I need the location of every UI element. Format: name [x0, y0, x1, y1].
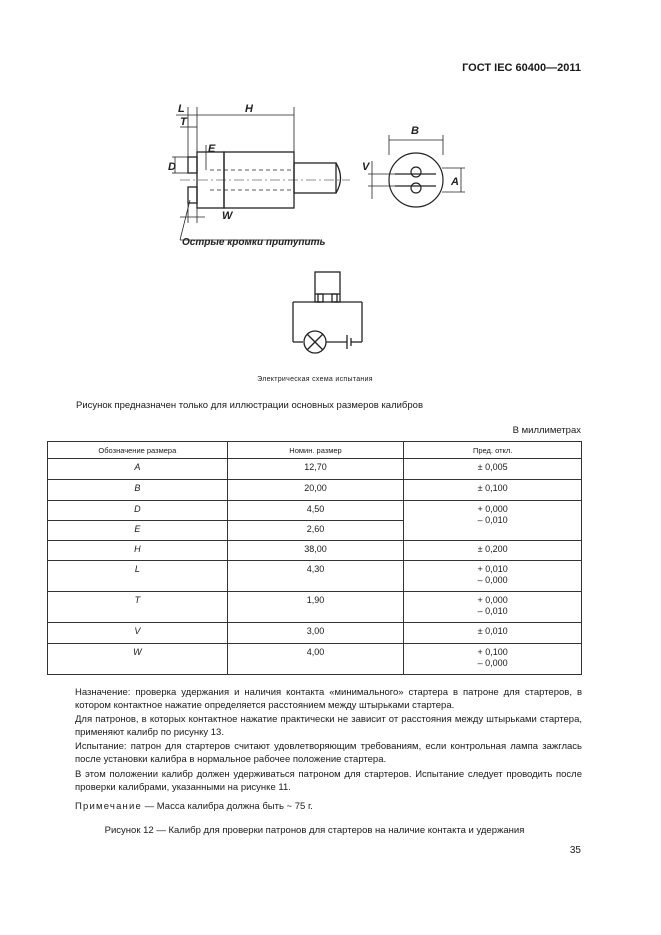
test-paragraph: [47, 740, 582, 766]
row-nominal: 4,30: [227, 561, 404, 592]
row-symbol: W: [48, 644, 228, 675]
dim-label-v: V: [362, 161, 370, 173]
holders-text: Для патронов, в которых контактное нажатие практически не зависит от расстояния между штырьками стартера, применяют калибр по рисунку 13.: [75, 714, 582, 738]
row-symbol: T: [48, 592, 228, 623]
row-tolerance: ± 0,100: [404, 480, 582, 501]
table-row: [48, 623, 582, 644]
dimensions-table: [47, 441, 582, 675]
figure-note: Рисунок предназначен только для иллюстрации основных размеров калибров: [76, 400, 423, 411]
tolerance-lower: – 0,010: [477, 515, 508, 525]
holders-paragraph: [47, 713, 582, 739]
row-tolerance: ± 0,200: [404, 541, 582, 561]
purpose-text: Назначение: проверка удержания и наличия контакта «минимального» стартера в патроне для стартеров, в котором контактное нажатие определяется расстоянием между штырьками стартера.: [75, 687, 582, 711]
purpose-paragraph: [47, 686, 582, 712]
tolerance-lower: – 0,000: [477, 658, 508, 668]
note-paragraph: [47, 800, 582, 813]
dim-label-l: L: [178, 103, 185, 115]
row-tolerance: [404, 592, 582, 623]
table-row: [48, 644, 582, 675]
row-tolerance: [404, 644, 582, 675]
row-tolerance-merged: [404, 501, 582, 541]
row-symbol: E: [48, 521, 228, 541]
row-nominal: 12,70: [227, 459, 404, 480]
table-row: [48, 592, 582, 623]
circuit-caption: Электрическая схема испытания: [257, 376, 373, 383]
tolerance-upper: + 0,000: [477, 504, 508, 514]
gauge-drawing: [150, 95, 480, 260]
units-label: В миллиметрах: [512, 425, 581, 436]
tolerance-upper: + 0,010: [477, 564, 508, 574]
dim-label-t: T: [180, 116, 187, 128]
row-tolerance: [404, 561, 582, 592]
row-nominal: 1,90: [227, 592, 404, 623]
test-text: Испытание: патрон для стартеров считают удовлетворяющим требованиям, если контрольная лампа зажглась после установки калибра в нормальное рабочее положение стартера.: [75, 741, 582, 765]
row-symbol: D: [48, 501, 228, 521]
standard-header: ГОСТ IEC 60400—2011: [462, 62, 581, 74]
row-symbol: H: [48, 541, 228, 561]
edges-annotation: Острые кромки притупить: [182, 237, 326, 248]
row-symbol: B: [48, 480, 228, 501]
row-symbol: L: [48, 561, 228, 592]
header-designation: Обозначение размера: [48, 442, 228, 459]
row-nominal: 3,00: [227, 623, 404, 644]
dim-label-d: D: [168, 161, 176, 173]
figure-caption: Рисунок 12 — Калибр для проверки патронов для стартеров на наличие контакта и удержания: [104, 825, 525, 836]
note-text: — Масса калибра должна быть ~ 75 г.: [142, 801, 313, 812]
header-nominal: Номин. размер: [227, 442, 404, 459]
row-nominal: 2,60: [227, 521, 404, 541]
row-tolerance: ± 0,010: [404, 623, 582, 644]
page-number: 35: [569, 845, 581, 856]
row-symbol: V: [48, 623, 228, 644]
test-circuit: [285, 268, 370, 363]
row-nominal: 4,00: [227, 644, 404, 675]
dim-label-a: A: [451, 176, 459, 188]
tolerance-upper: + 0,100: [477, 647, 508, 657]
row-nominal: 38,00: [227, 541, 404, 561]
table-row: [48, 541, 582, 561]
table-row: [48, 480, 582, 501]
dim-label-b: B: [411, 125, 419, 137]
tolerance-lower: – 0,000: [477, 575, 508, 585]
table-row: [48, 459, 582, 480]
tolerance-lower: – 0,010: [477, 606, 508, 616]
position-text: В этом положении калибр должен удерживаться патроном для стартеров. Испытание следует проводить после проверки калибрами, указанными на рисунке 11.: [75, 769, 582, 793]
dim-label-w: W: [222, 210, 233, 222]
table-row: [48, 501, 582, 521]
table-row: [48, 561, 582, 592]
tolerance-upper: + 0,000: [477, 595, 508, 605]
dim-label-h: H: [245, 103, 253, 115]
table-header-row: [48, 442, 582, 459]
row-nominal: 20,00: [227, 480, 404, 501]
row-symbol: A: [48, 459, 228, 480]
header-tolerance: Пред. откл.: [404, 442, 582, 459]
note-label: Примечание: [75, 801, 142, 812]
row-tolerance: ± 0,005: [404, 459, 582, 480]
dim-label-e: E: [208, 143, 216, 155]
position-paragraph: [47, 768, 582, 794]
row-nominal: 4,50: [227, 501, 404, 521]
